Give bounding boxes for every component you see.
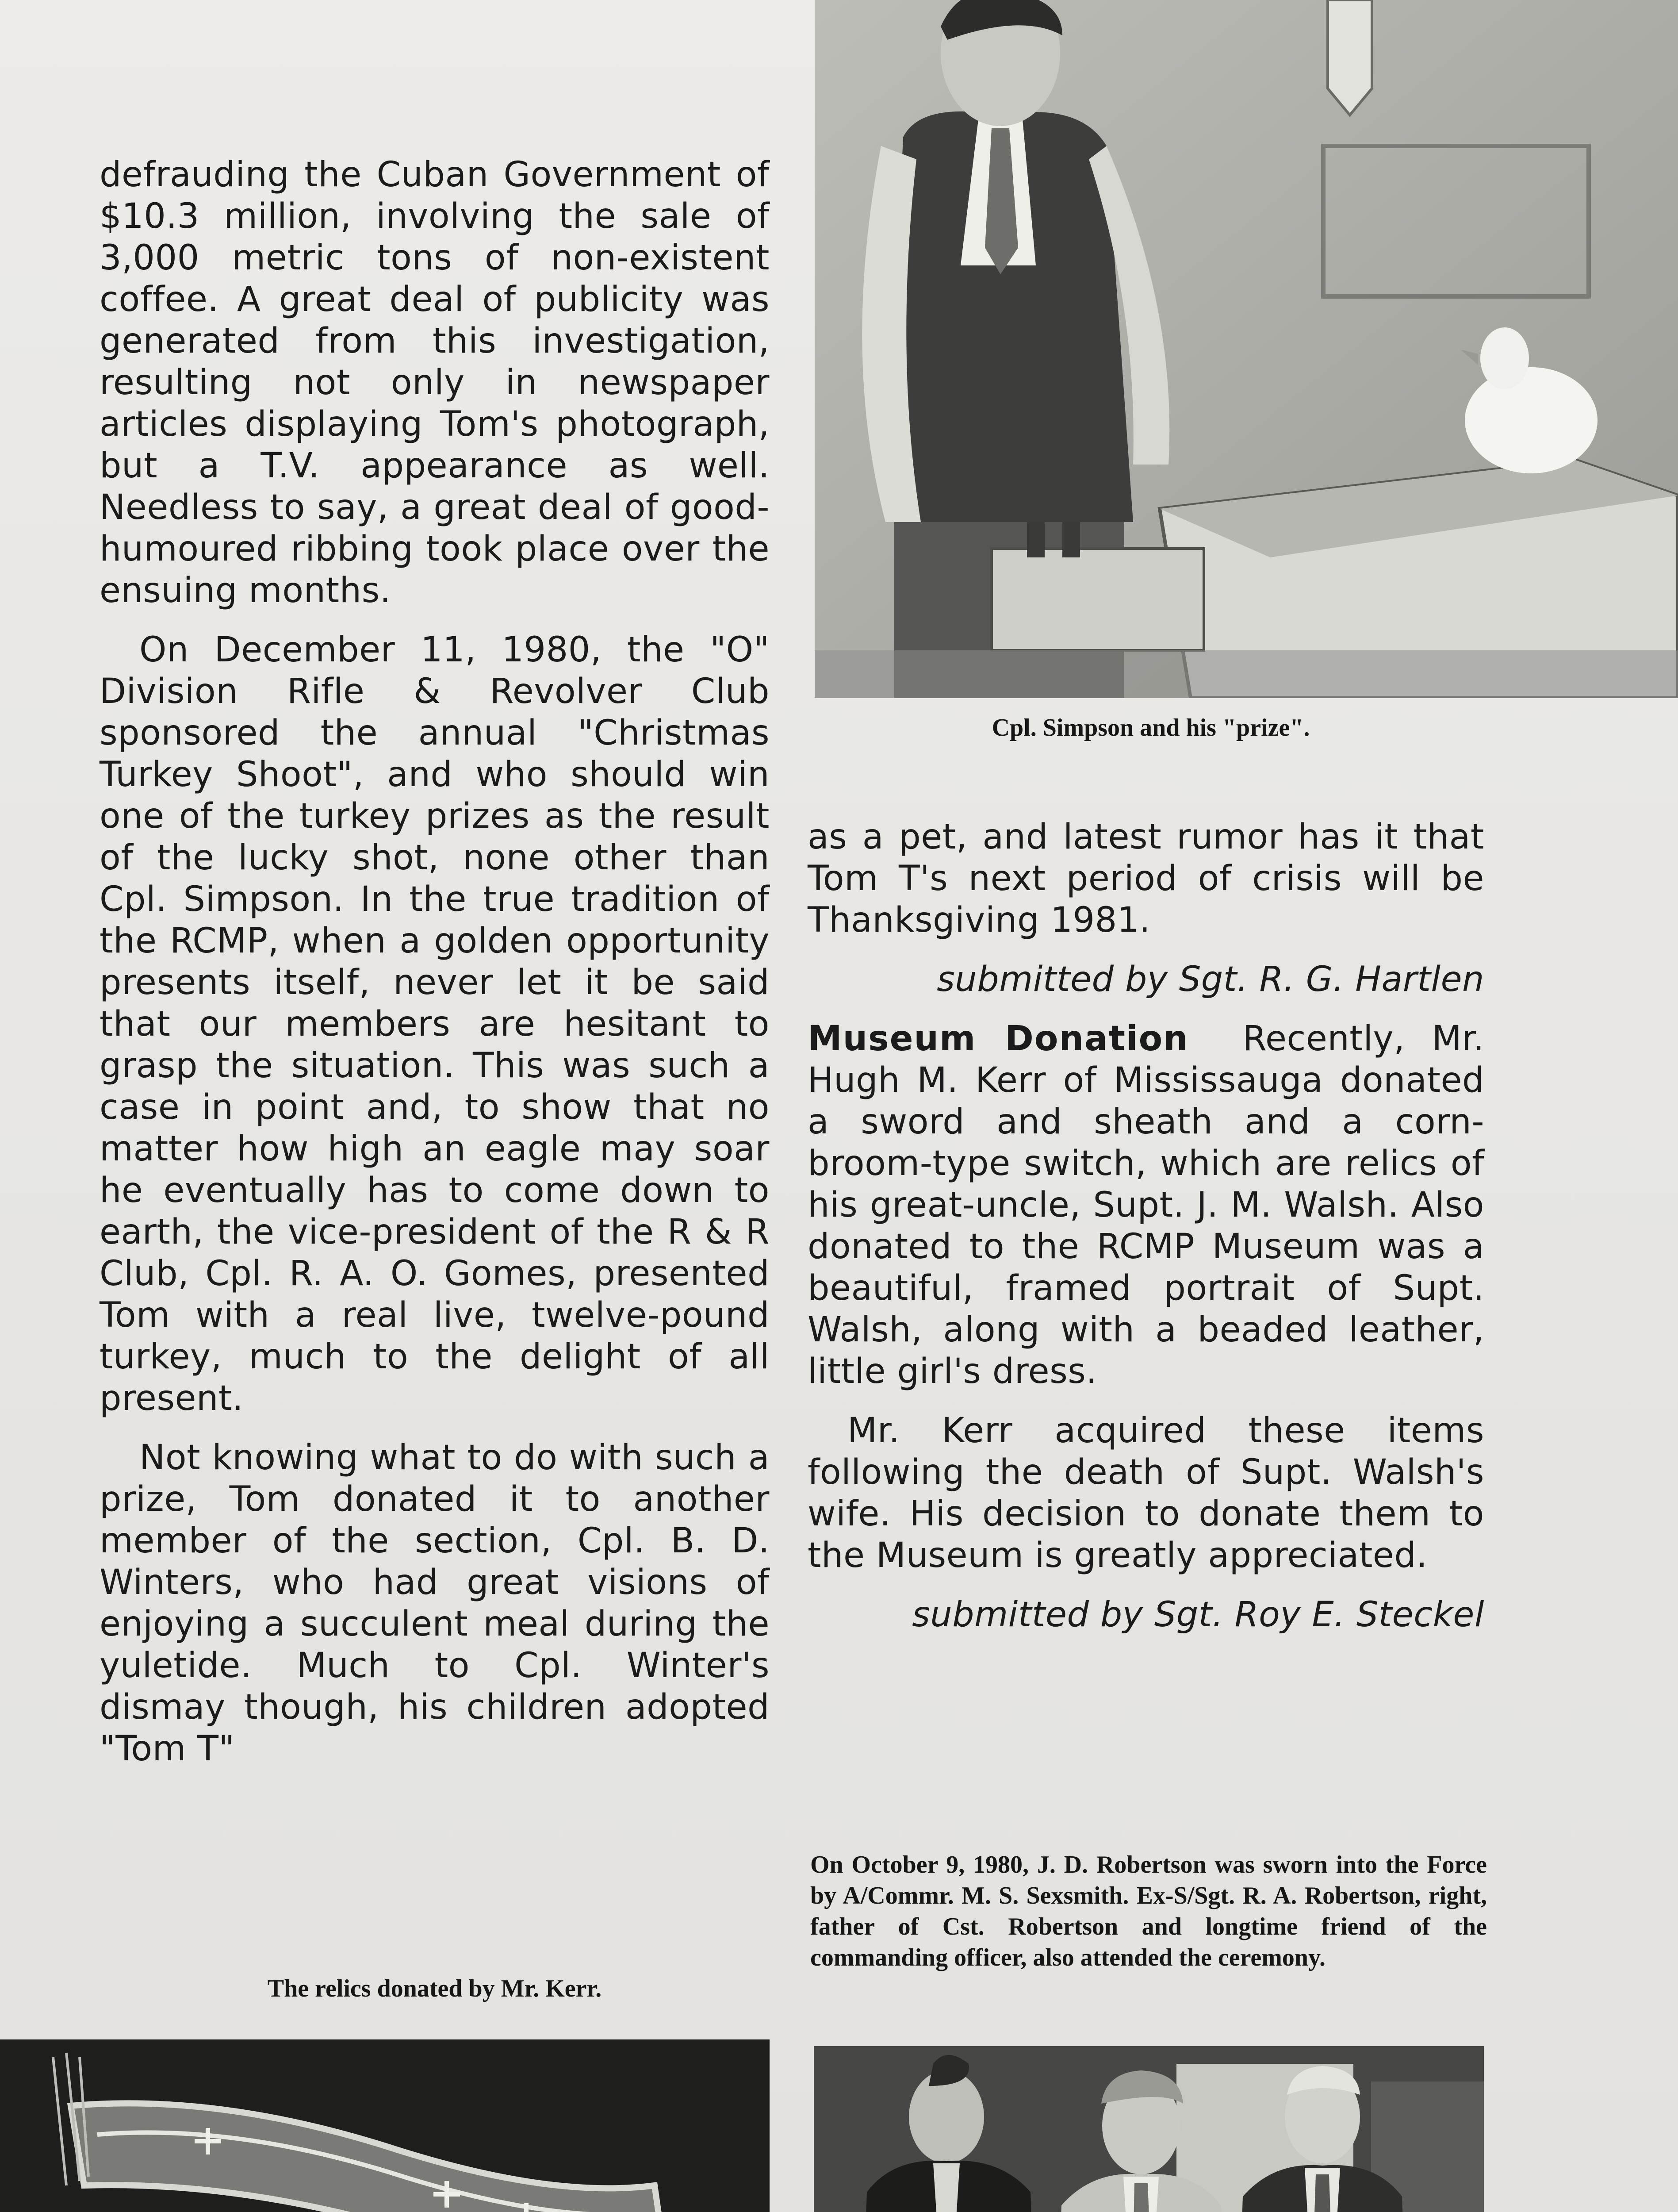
ceremony-photo-caption: On October 9, 1980, J. D. Robertson was sworn into the Force by A/Commr. M. S. Sexsmith. Ex-S/Sgt. R. A. Robertson, right, father of Cst. Robertson and longtime friend of the commanding officer, also attended the ceremony.: [810, 1851, 1487, 1971]
museum-donation-paragraph: [808, 1018, 1484, 1392]
left-text-column: [100, 154, 770, 1787]
ceremony-photo: [814, 2046, 1484, 2212]
right-text-column: [808, 816, 1484, 1653]
article-paragraph: Not knowing what to do with such a prize, Tom donated it to another member of the section, Cpl. B. D. Winters, who had great visions of enjoying a succulent meal during the yuletide. Much to Cpl. Winter's dismay though, his children adopted "Tom T": [100, 1438, 770, 1769]
turkey-photo: [815, 0, 1678, 698]
relics-photo: [0, 2039, 770, 2212]
author-signature: submitted by Sgt. Roy E. Steckel: [912, 1595, 1484, 1635]
article-paragraph: Mr. Kerr acquired these items following the death of Supt. Walsh's wife. His decision to donate them to the Museum is greatly appreciated.: [808, 1411, 1484, 1575]
author-signature: submitted by Sgt. R. G. Hartlen: [937, 960, 1484, 999]
turkey-photo-caption: Cpl. Simpson and his "prize".: [992, 714, 1310, 741]
article-paragraph: as a pet, and latest rumor has it that Tom T's next period of crisis will be Thanksgiving 1981.: [808, 817, 1484, 940]
museum-donation-heading: Museum Donation: [808, 1019, 1189, 1059]
museum-donation-text: Recently, Mr. Hugh M. Kerr of Mississauga donated a sword and sheath and a corn-broom-type switch, which are relics of his great-uncle, Supt. J. M. Walsh. Also donated to the RCMP Museum was a beautiful, framed portrait of Supt. Walsh, along with a beaded leather, little girl's dress.: [808, 1019, 1484, 1391]
article-paragraph: On December 11, 1980, the "O" Division Rifle & Revolver Club sponsored the annual "Christmas Turkey Shoot", and who should win one of the turkey prizes as the result of the lucky shot, none other than Cpl. Simpson. In the true tradition of the RCMP, when a golden opportunity presents itself, never let it be said that our members are hesitant to grasp the situation. This was such a case in point and, to show that no matter how high an eagle may soar he eventually has to come down to earth, the vice-president of the R & R Club, Cpl. R. A. O. Gomes, presented Tom with a real live, twelve-pound turkey, much to the delight of all present.: [100, 630, 770, 1418]
relics-photo-caption: The relics donated by Mr. Kerr.: [267, 1975, 602, 2002]
article-paragraph: defrauding the Cuban Government of $10.3 million, involving the sale of 3,000 metric tons of non-existent coffee. A great deal of publicity was generated from this investigation, resulting not only in newspaper articles displaying Tom's photograph, but a T.V. appearance as well. Needless to say, a great deal of good-humoured ribbing took place over the ensuing months.: [100, 155, 770, 611]
